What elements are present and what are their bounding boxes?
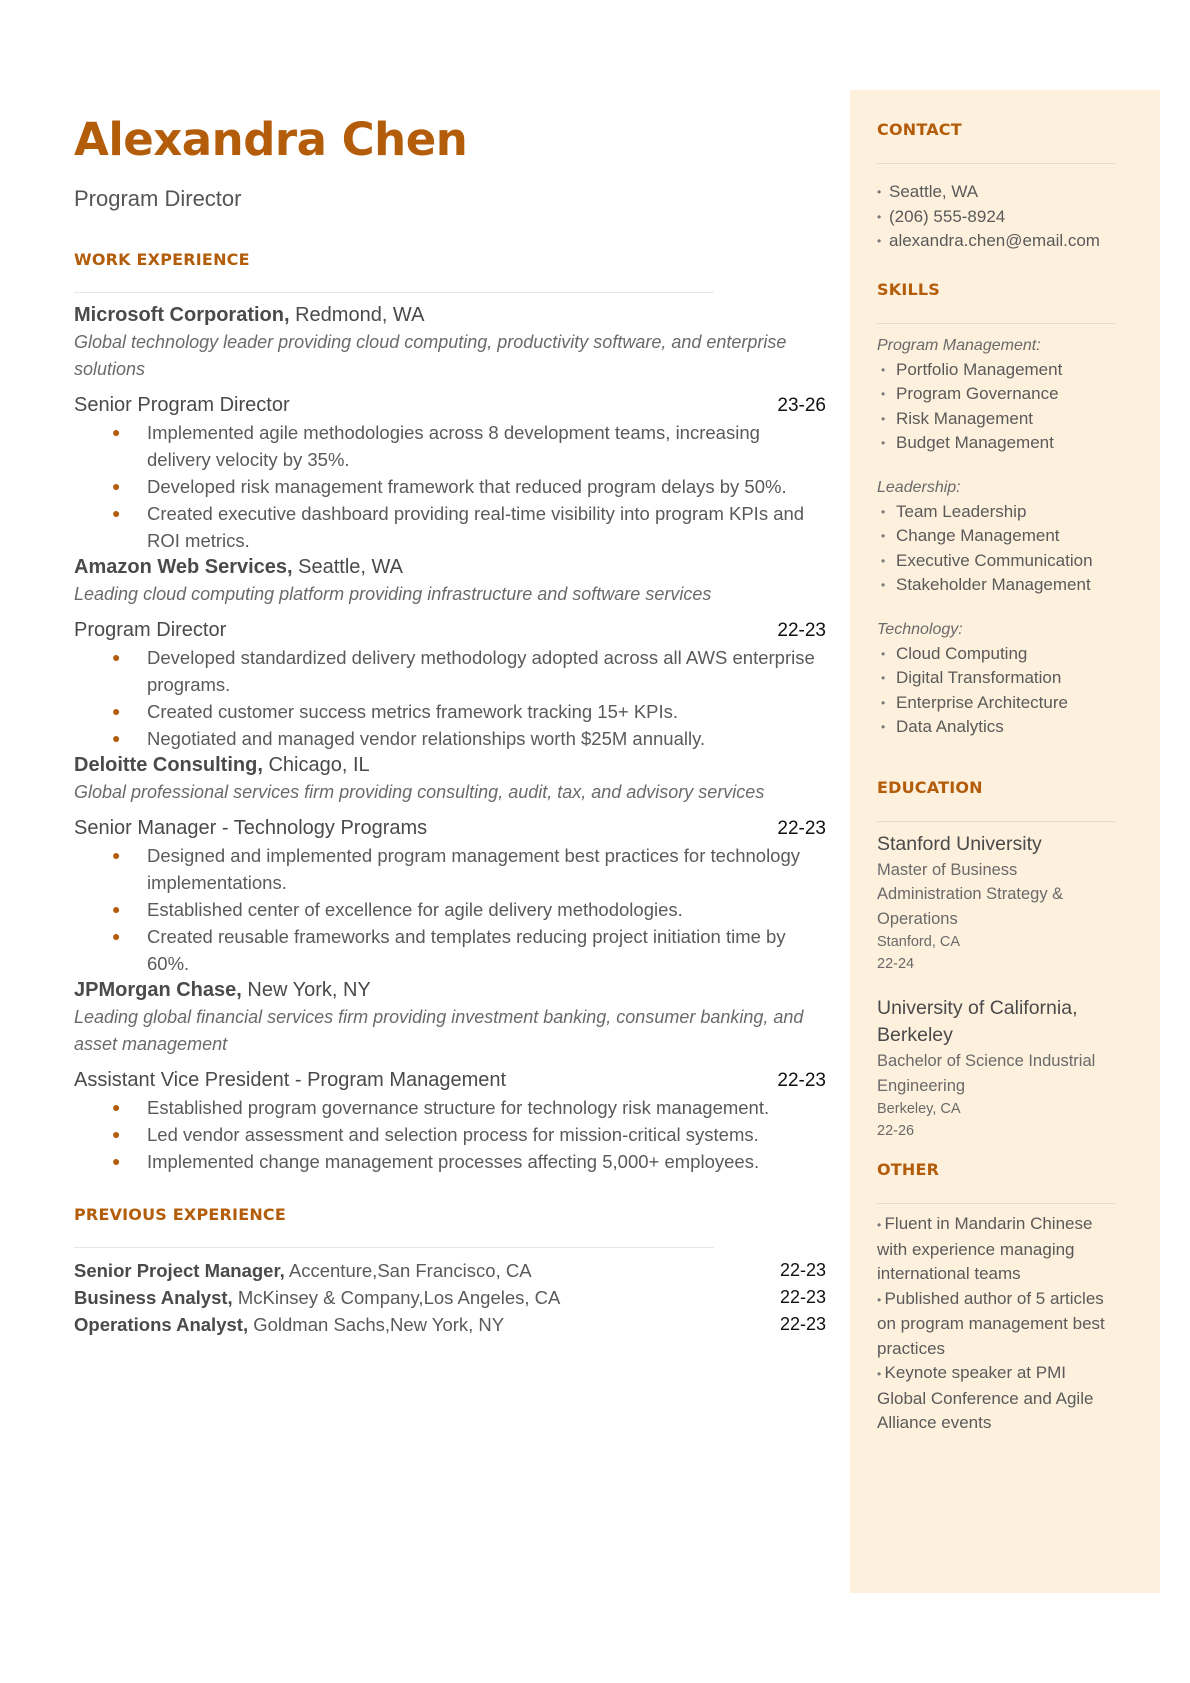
previous-role-org: Accenture,San Francisco, CA [284, 1260, 532, 1281]
company-line [74, 302, 826, 329]
job-title: Program Director [74, 619, 227, 641]
degree: Master of Business Administration Strategy & Operations [877, 860, 1064, 928]
skill-item: • Data Analytics [877, 715, 1115, 740]
other-item: • Keynote speaker at PMI Global Conference and Agile Alliance events [877, 1361, 1115, 1436]
achievement-item: ● Developed standardized delivery methodology adopted across all AWS enterprise programs. [112, 644, 826, 698]
company-description: Global professional services firm providing consulting, audit, tax, and advisory services [74, 782, 765, 802]
achievement-item: ● Created customer success metrics framework tracking 15+ KPIs. [112, 698, 826, 725]
school-location: Stanford, CA [877, 934, 961, 950]
degree: Bachelor of Science Industrial Engineering [877, 1052, 1096, 1095]
job-title-row [74, 617, 826, 644]
main-column [74, 112, 826, 1338]
job-dates: 22-23 [777, 620, 826, 641]
work-entry [74, 554, 826, 752]
previous-role-org: McKinsey & Company,Los Angeles, CA [232, 1287, 561, 1308]
achievement-item: ● Established center of excellence for agile delivery methodologies. [112, 896, 826, 923]
skill-item: • Change Management [877, 524, 1115, 549]
company-description: Leading global financial services firm providing investment banking, consumer banking, and asset management [74, 1007, 804, 1054]
section-divider [74, 1247, 714, 1248]
skill-item: • Portfolio Management [877, 358, 1115, 383]
achievement-item: ● Implemented change management processes affecting 5,000+ employees. [112, 1148, 826, 1175]
company-name: Deloitte Consulting, [74, 754, 263, 776]
job-title-row [74, 392, 826, 419]
achievement-item: ● Developed risk management framework that reduced program delays by 50%. [112, 473, 826, 500]
contact-list [877, 180, 1115, 254]
skills-heading: SKILLS [877, 279, 940, 299]
job-title: Senior Program Director [74, 394, 290, 416]
job-dates: 23-26 [777, 395, 826, 416]
company-line [74, 554, 826, 581]
education-entry [877, 831, 1115, 976]
other-list [877, 1212, 1115, 1436]
skill-group [877, 476, 1115, 598]
company-location: Seattle, WA [292, 556, 404, 578]
skill-group [877, 334, 1115, 456]
achievement-item: ● Negotiated and managed vendor relationships worth $25M annually. [112, 725, 826, 752]
skill-item: • Executive Communication [877, 549, 1115, 574]
skill-group [877, 618, 1115, 740]
work-experience-heading: WORK EXPERIENCE [74, 250, 250, 269]
achievement-item: ● Implemented agile methodologies across 8 development teams, increasing delivery velocity by 35%. [112, 419, 826, 473]
education-list [877, 831, 1115, 1143]
skill-category: Leadership: [877, 478, 961, 496]
company-location: New York, NY [241, 979, 371, 1001]
skill-item: • Risk Management [877, 407, 1115, 432]
work-entry [74, 302, 826, 554]
section-divider [74, 292, 714, 293]
skill-item: • Cloud Computing [877, 642, 1115, 667]
achievement-list [112, 644, 826, 752]
contact-item: • alexandra.chen@email.com [877, 229, 1115, 254]
education-dates: 22-24 [877, 956, 915, 972]
achievement-item: ● Established program governance structure for technology risk management. [112, 1094, 826, 1121]
company-description: Global technology leader providing cloud computing, productivity software, and enterprise solutions [74, 332, 787, 379]
previous-role-org: Goldman Sachs,New York, NY [248, 1314, 505, 1335]
achievement-item: ● Created executive dashboard providing real-time visibility into program KPIs and ROI metrics. [112, 500, 826, 554]
job-title-row [74, 1067, 826, 1094]
skill-item: • Team Leadership [877, 500, 1115, 525]
other-item: • Published author of 5 articles on program management best practices [877, 1287, 1115, 1362]
skill-item: • Digital Transformation [877, 666, 1115, 691]
sidebar [850, 90, 1160, 1593]
work-entry [74, 977, 826, 1175]
skill-items [877, 358, 1115, 456]
previous-role-title: Senior Project Manager, [74, 1260, 285, 1281]
previous-experience-heading: PREVIOUS EXPERIENCE [74, 1205, 286, 1224]
education-heading: EDUCATION [877, 777, 983, 797]
work-experience-list [74, 302, 826, 1175]
company-line [74, 977, 826, 1004]
previous-role-dates: 22-23 [779, 1287, 826, 1307]
achievement-list [112, 842, 826, 977]
other-item: • Fluent in Mandarin Chinese with experience managing international teams [877, 1212, 1115, 1287]
school-name: Stanford University [877, 832, 1042, 855]
previous-role-title: Operations Analyst, [74, 1314, 249, 1335]
skill-items [877, 642, 1115, 740]
job-title: Assistant Vice President - Program Management [74, 1069, 507, 1091]
section-divider [877, 323, 1115, 324]
section-divider [877, 1203, 1115, 1204]
education-entry [877, 995, 1115, 1142]
skill-item: • Program Governance [877, 382, 1115, 407]
skills-list [877, 334, 1115, 740]
job-title: Senior Manager - Technology Programs [74, 817, 428, 839]
other-heading: OTHER [877, 1160, 940, 1179]
achievement-item: ● Led vendor assessment and selection process for mission-critical systems. [112, 1121, 826, 1148]
achievement-item: ● Designed and implemented program management best practices for technology implementations. [112, 842, 826, 896]
skill-item: • Budget Management [877, 431, 1115, 456]
section-divider [877, 821, 1115, 822]
achievement-list [112, 1094, 826, 1175]
job-title-row [74, 815, 826, 842]
previous-experience-list [74, 1257, 826, 1338]
company-description: Leading cloud computing platform providing infrastructure and software services [74, 584, 712, 604]
contact-item: • Seattle, WA [877, 180, 1115, 205]
company-name: Microsoft Corporation, [74, 304, 290, 326]
school-location: Berkeley, CA [877, 1101, 961, 1117]
skill-items [877, 500, 1115, 598]
company-name: Amazon Web Services, [74, 556, 293, 578]
candidate-title: Program Director [74, 186, 242, 211]
work-entry [74, 752, 826, 977]
candidate-name: Alexandra Chen [74, 113, 468, 166]
skill-category: Program Management: [877, 336, 1041, 354]
skill-category: Technology: [877, 620, 963, 638]
education-dates: 22-26 [877, 1123, 915, 1139]
previous-role-dates: 22-23 [779, 1260, 826, 1280]
previous-role-row [74, 1257, 826, 1284]
company-name: JPMorgan Chase, [74, 979, 242, 1001]
achievement-list [112, 419, 826, 554]
section-divider [877, 163, 1115, 164]
job-dates: 22-23 [777, 1070, 826, 1091]
previous-role-row [74, 1311, 826, 1338]
previous-role-title: Business Analyst, [74, 1287, 233, 1308]
skill-item: • Stakeholder Management [877, 573, 1115, 598]
school-name: University of California, Berkeley [877, 997, 1078, 1046]
contact-item: • (206) 555-8924 [877, 205, 1115, 230]
contact-heading: CONTACT [877, 120, 962, 139]
company-location: Redmond, WA [289, 304, 425, 326]
previous-role-dates: 22-23 [779, 1314, 826, 1334]
previous-role-row [74, 1284, 826, 1311]
job-dates: 22-23 [777, 818, 826, 839]
achievement-item: ● Created reusable frameworks and templates reducing project initiation time by 60%. [112, 923, 826, 977]
company-location: Chicago, IL [262, 754, 370, 776]
skill-item: • Enterprise Architecture [877, 691, 1115, 716]
company-line [74, 752, 826, 779]
